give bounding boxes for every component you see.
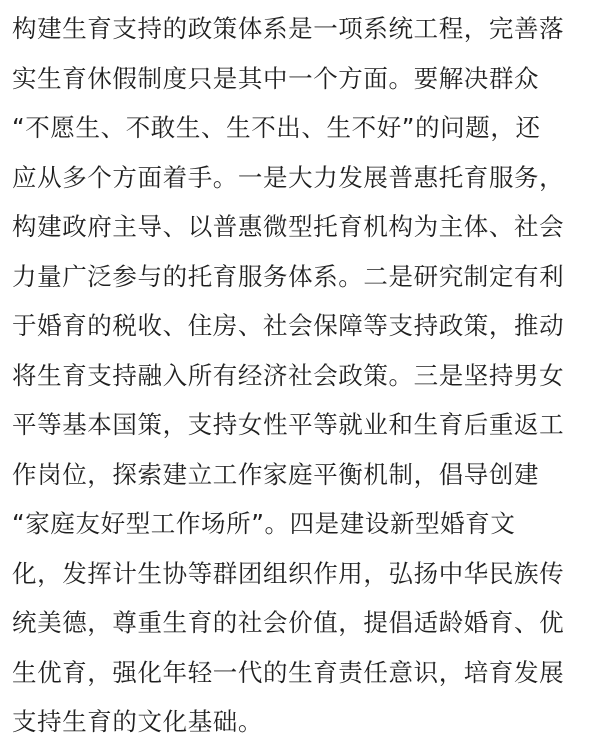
- text-line-3: “不愿生、不敢生、生不出、生不好”的问题，还: [12, 113, 541, 142]
- text-line-2: 实生育休假制度只是其中一个方面。要解决群众: [12, 63, 540, 93]
- text-line-6: 力量广泛参与的托育服务体系。二是研究制定有利: [12, 261, 565, 291]
- text-line-14: 生优育，强化年轻一代的生育责任意识，培育发展: [12, 657, 565, 687]
- text-line-15: 支持生育的文化基础。: [12, 707, 263, 736]
- text-line-7: 于婚育的税收、住房、社会保障等支持政策，推动: [12, 311, 565, 340]
- text-line-4: 应从多个方面着手。一是大力发展普惠托育服务，: [12, 162, 565, 192]
- text-line-11: “家庭友好型工作场所”。四是建设新型婚育文: [12, 509, 516, 538]
- text-line-9: 平等基本国策，支持女性平等就业和生育后重返工: [12, 410, 565, 439]
- article-paragraph: [12, 4, 596, 747]
- text-line-8: 将生育支持融入所有经济社会政策。三是坚持男女: [12, 360, 565, 390]
- text-line-1: 构建生育支持的政策体系是一项系统工程，完善落: [12, 14, 565, 43]
- text-line-13: 统美德，尊重生育的社会价值，提倡适龄婚育、优: [12, 608, 565, 637]
- text-line-5: 构建政府主导、以普惠微型托育机构为主体、社会: [12, 212, 565, 241]
- text-line-10: 作岗位，探索建立工作家庭平衡机制，倡导创建: [12, 459, 540, 489]
- text-line-12: 化，发挥计生协等群团组织作用，弘扬中华民族传: [12, 558, 565, 588]
